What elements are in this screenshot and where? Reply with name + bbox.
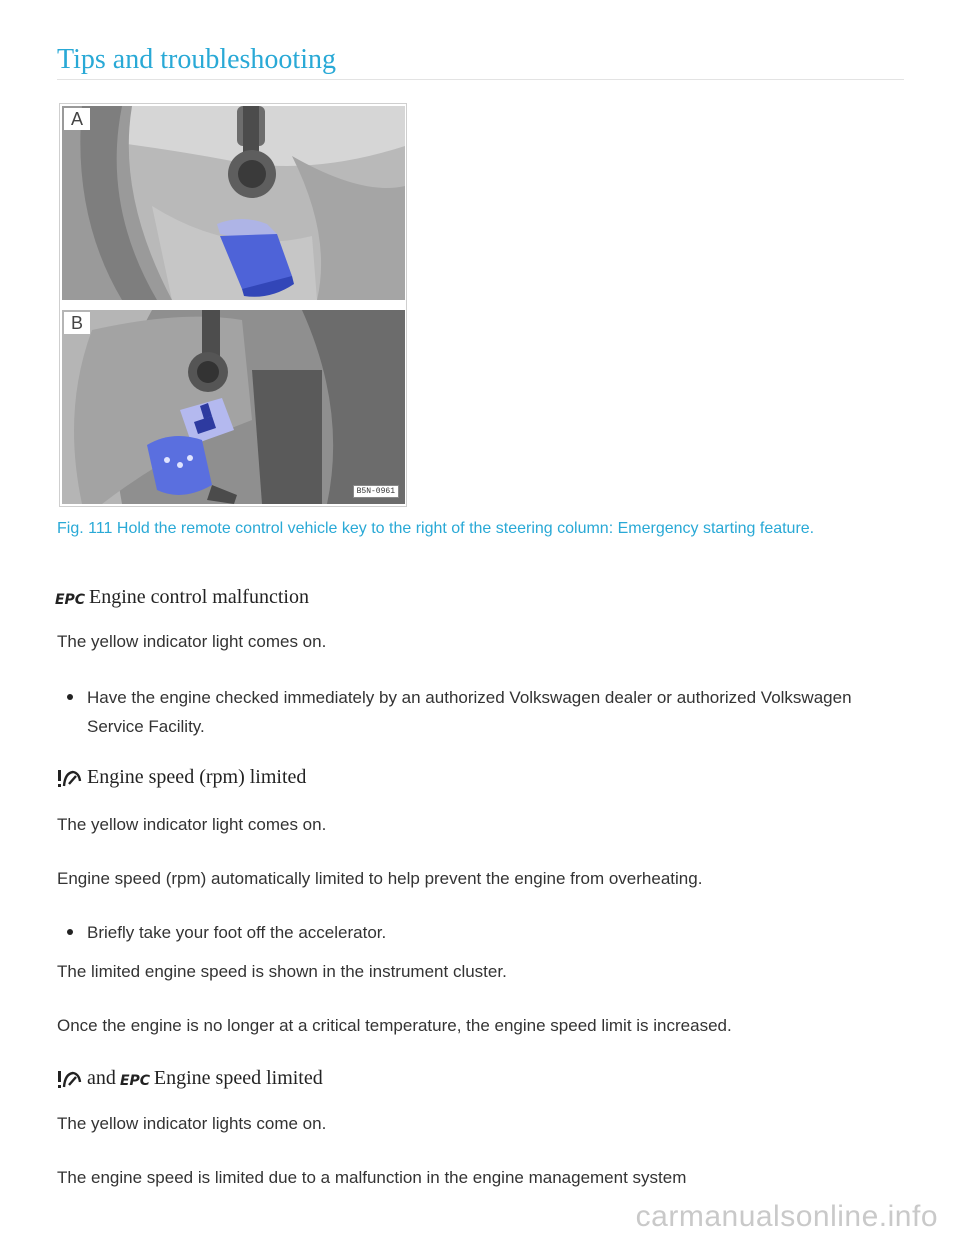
combined-and-word: and [87, 1067, 116, 1089]
combined-text-2: The engine speed is limited due to a malfunction in the engine management system [57, 1168, 687, 1187]
epc-text: The yellow indicator light comes on. [57, 632, 327, 651]
rpm-text-2: Engine speed (rpm) automatically limited to help prevent the engine from overheating. [57, 869, 703, 888]
rpm-heading-text: Engine speed (rpm) limited [87, 766, 307, 788]
site-watermark: carmanualsonline.info [635, 1200, 938, 1233]
page-title: Tips and troubleshooting [57, 44, 336, 75]
rpm-bullet: Briefly take your foot off the accelerator. [67, 918, 887, 947]
rpm-text-3: The limited engine speed is shown in the instrument cluster. [57, 962, 507, 981]
epc-bullet: Have the engine checked immediately by an authorized Volkswagen dealer or authorized Volkswagen Service Facility. [67, 683, 887, 741]
rpm-limit-icon [57, 767, 81, 789]
panel-label-b: B [64, 312, 90, 334]
svg-text:EPC: EPC [54, 591, 86, 608]
title-divider [57, 79, 904, 80]
panel-label-a: A [64, 108, 90, 130]
rpm-text-1: The yellow indicator light comes on. [57, 815, 327, 834]
combined-text-1: The yellow indicator lights come on. [57, 1114, 327, 1133]
epc-icon [54, 588, 86, 608]
panel-a-illustration [62, 106, 405, 300]
rpm-heading [57, 766, 306, 789]
figure-panel-b [62, 310, 405, 504]
rpm-limit-icon [57, 1068, 81, 1090]
figure-panel-a [62, 106, 405, 300]
rpm-text-4: Once the engine is no longer at a critical temperature, the engine speed limit is increased. [57, 1016, 732, 1035]
figure-caption: Fig. 111 Hold the remote control vehicle key to the right of the steering column: Emergency starting feature. [57, 520, 815, 537]
figure-code: B5N-0961 [353, 485, 399, 498]
figure-111 [59, 103, 407, 507]
epc-heading [54, 586, 309, 609]
svg-text:EPC: EPC [119, 1072, 150, 1089]
combined-heading-text: Engine speed limited [153, 1067, 323, 1089]
epc-icon [119, 1069, 150, 1089]
epc-heading-text: Engine control malfunction [89, 586, 309, 608]
combined-heading [57, 1067, 323, 1090]
panel-b-illustration [62, 310, 405, 504]
